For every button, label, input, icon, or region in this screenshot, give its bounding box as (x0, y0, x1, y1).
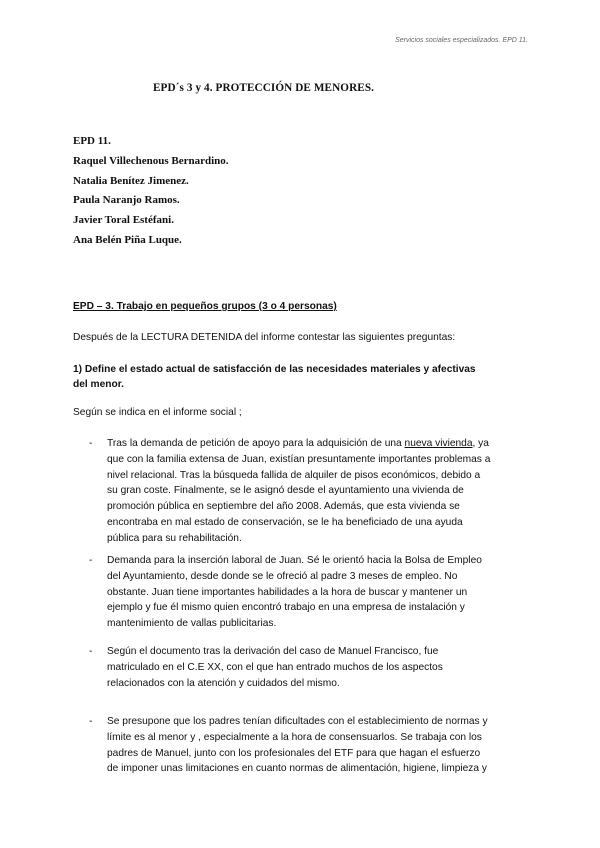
text-run: Tras la demanda de petición de apoyo para la adquisición de una (107, 438, 405, 449)
bullet-text (107, 714, 527, 777)
bullet-line: ejemplo y fue él mismo quien encontró trabajo en una empresa de instalación y (107, 602, 465, 614)
bullet-line: que con la familia extensa de Juan, existían presuntamente importantes problemas a (107, 453, 491, 465)
group-label: EPD 11. (73, 135, 111, 147)
member-name: Raquel Villechenous Bernardino. (73, 154, 229, 167)
question-heading (73, 362, 523, 392)
bullet-line: encontraba en mal estado de conservación, se le ha beneficiado de una ayuda (107, 516, 463, 528)
member-name: Natalia Benítez Jimenez. (73, 174, 189, 187)
underlined-text: nueva vivienda (404, 438, 473, 449)
bullet-line: su gran coste. Finalmente, se le asignó desde el ayuntamiento una vivienda de (107, 485, 464, 497)
bullet-dash: - (89, 716, 93, 727)
bullet-line: del Ayuntamiento, desde donde se le ofreció al padre 3 meses de empleo. No (107, 570, 458, 582)
bullet-text (107, 436, 527, 547)
bullet-dash: - (89, 646, 93, 657)
bullet-line: Según el documento tras la derivación del caso de Manuel Francisco, fue (107, 646, 439, 657)
group-block (73, 132, 229, 251)
document-title: EPD´s 3 y 4. PROTECCIÓN DE MENORES. (153, 82, 375, 94)
bullet-text (107, 644, 527, 691)
bullet-line: matriculado en el C.E XX, con el que han entrado muchos de los aspectos (107, 661, 443, 673)
question-line: del menor. (73, 379, 124, 390)
member-name: Javier Toral Estéfani. (73, 214, 174, 227)
bullet-line: pública para su rehabilitación. (107, 532, 242, 544)
bullet-dash: - (89, 438, 93, 449)
member-name: Paula Naranjo Ramos. (73, 194, 180, 207)
section-title: EPD – 3. Trabajo en pequeños grupos (3 o 4 personas) (73, 301, 337, 312)
bullet-line: obstante. Juan tiene importantes habilidades a la hora de buscar y mantener un (107, 586, 468, 598)
bullet-line: límite es al menor y , especialmente a la hora de consensuarlos. Se trabaja con los (107, 731, 482, 743)
bullet-line: relacionados con la atención y cuidados del mismo. (107, 677, 340, 689)
bullet-line: de imponer unas limitaciones en cuanto normas de alimentación, higiene, limpieza y (107, 763, 487, 775)
bullet-line: Se presupone que los padres tenían dificultades con el establecimiento de normas y (107, 716, 488, 727)
bullet-line: promoción pública en septiembre del año 2008. Además, que esta vivienda se (107, 501, 460, 513)
text-run: , ya (472, 438, 489, 449)
bullet-dash: - (89, 555, 93, 566)
bullet-line (107, 436, 527, 452)
lead-paragraph: Según se indica en el informe social ; (73, 407, 242, 418)
bullet-line: padres de Manuel, junto con los profesionales del ETF para que hagan el esfuerzo (107, 747, 481, 759)
bullet-text (107, 553, 527, 632)
running-header: Servicios sociales especializados. EPD 11. (395, 37, 528, 44)
bullet-line: mantenimiento de vallas publicitarias. (107, 618, 277, 630)
question-line: 1) Define el estado actual de satisfacción de las necesidades materiales y afectivas (73, 364, 476, 375)
bullet-line: Demanda para la inserción laboral de Juan. Sé le orientó hacia la Bolsa de Empleo (107, 555, 482, 566)
intro-paragraph: Después de la LECTURA DETENIDA del informe contestar las siguientes preguntas: (73, 332, 456, 343)
member-name: Ana Belén Piña Luque. (73, 233, 182, 246)
bullet-line: nivel relacional. Tras la búsqueda fallida de alquiler de pisos económicos, debido a (107, 469, 481, 481)
